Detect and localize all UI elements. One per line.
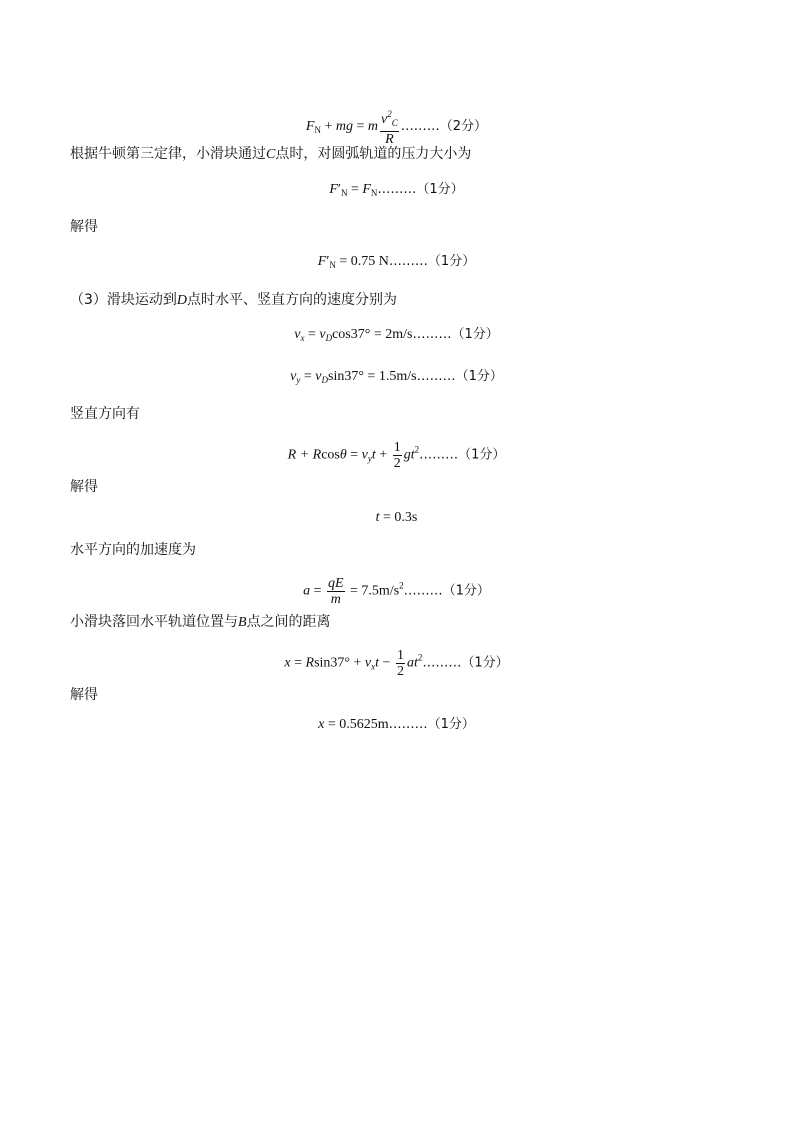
sub-y: y [367,453,372,464]
fraction [393,440,402,471]
equation-vy [0,368,793,389]
paragraph-solve-3 [70,686,98,704]
text-part: 解得 [70,219,98,235]
var-f: F [362,182,371,197]
op-eq: = [300,369,316,384]
fn-cos: cos [321,447,340,463]
var-f: F [305,119,315,135]
var-f: F [329,182,338,197]
rhs: = 0.75 N [335,254,389,269]
rhs: = 0.3s [379,510,418,525]
op-eq: = [353,119,368,135]
paragraph-horizontal-accel [70,541,196,559]
score-label: ………（2分） [400,119,488,135]
var-v: v [381,112,388,127]
var-t: t [375,655,380,671]
var-gt: gt [403,447,415,463]
text-part: 水平方向的加速度为 [70,542,196,558]
denominator: 2 [393,456,401,471]
op-plus: + [350,655,365,671]
equation-distance [0,648,793,679]
op-eq: = [310,583,325,599]
var-m: m [367,119,379,135]
score-label: ………（1分） [419,447,506,463]
paragraph-distance [70,613,331,632]
score-label: ………（1分） [403,583,490,599]
var-v: v [294,327,301,342]
equation-vx [0,326,793,347]
denominator: m [330,592,341,607]
op-eq: = [290,655,306,671]
var-v: v [290,369,297,384]
sub-c: C [391,118,398,128]
point-c: C [266,147,276,162]
text-part: 根据牛顿第三定律，小滑块通过 [70,146,266,162]
rhs: sin37° = 1.5m/s [328,369,417,384]
score-label: ………（1分） [422,655,509,671]
text-part: 点时水平、竖直方向的速度分别为 [187,292,398,308]
text-part: 点时，对圆弧轨道的压力大小为 [275,146,472,162]
sub-d: D [325,333,333,343]
text-part: 竖直方向有 [70,406,140,422]
sub-n: N [340,188,348,198]
var-t: t [375,510,380,525]
var-x: x [284,655,291,671]
var-v: v [361,447,368,463]
lhs: R + R [287,447,322,463]
var-v: v [319,327,326,342]
sub-n: N [370,188,378,198]
var-at: at [406,655,418,671]
numerator: 1 [393,440,401,455]
var-a: a [303,583,311,599]
var-t: t [371,447,376,463]
text-part: 解得 [70,479,98,495]
var-f: F [317,254,327,269]
text-part: （3）滑块运动到 [70,292,177,308]
rhs: = 0.5625m [324,717,389,732]
paragraph-solve-2 [70,478,98,496]
paragraph-part3 [70,291,397,310]
var-v: v [315,369,322,384]
sub-n: N [329,260,336,270]
sub-y: y [296,375,301,385]
text-part: 点之间的距离 [246,614,331,630]
paragraph-third-law [70,145,471,164]
point-b: B [238,615,247,630]
text-part: 小滑块落回水平轨道位置与 [70,614,238,630]
sup-2: 2 [399,580,404,591]
op-eq: = [304,327,320,342]
sup-2: 2 [387,109,392,119]
rhs: cos37° = 2m/s [332,327,413,342]
score-label: ………（1分） [388,254,476,269]
fn-sin: sin37° [314,655,351,671]
op-eq: = [347,182,363,197]
denominator: 2 [396,664,404,679]
op-eq: = [346,447,362,463]
numerator: qE [327,576,344,591]
score-label: ………（1分） [412,327,499,342]
numerator: 1 [396,648,404,663]
var-r: R [305,655,315,671]
op-plus: + [320,119,336,135]
text-part: 解得 [70,687,98,703]
var-theta: θ [339,447,347,463]
denominator: R [385,132,394,147]
equation-normal-force-equal [0,181,793,202]
score-label: ………（1分） [377,182,464,197]
prime: ′ [326,254,330,269]
var-v: v [364,655,372,671]
equation-time [0,509,793,527]
prime: ′ [337,182,341,197]
paragraph-vertical [70,405,140,423]
numerator [380,107,399,132]
sub-x: x [371,661,376,672]
fraction [327,576,345,607]
var-mg: mg [335,119,354,135]
fraction [380,107,399,147]
rhs: = 7.5m/s [346,583,400,599]
op-plus: + [375,447,391,463]
equation-vertical-motion [0,440,793,471]
equation-acceleration [0,576,793,607]
fraction [396,648,405,679]
sub-d: D [321,375,328,385]
equation-normal-force-value [0,253,793,274]
score-label: ………（1分） [416,369,503,384]
paragraph-solve-1 [70,218,98,236]
sup-2: 2 [414,444,420,455]
sub-n: N [314,125,321,136]
equation-newton-second-law [0,107,793,147]
op-minus: − [379,655,394,671]
point-d: D [176,293,188,308]
equation-distance-value [0,716,793,734]
score-label: ………（1分） [388,717,475,732]
var-x: x [318,717,325,732]
sub-x: x [300,333,305,343]
sup-2: 2 [417,652,423,663]
